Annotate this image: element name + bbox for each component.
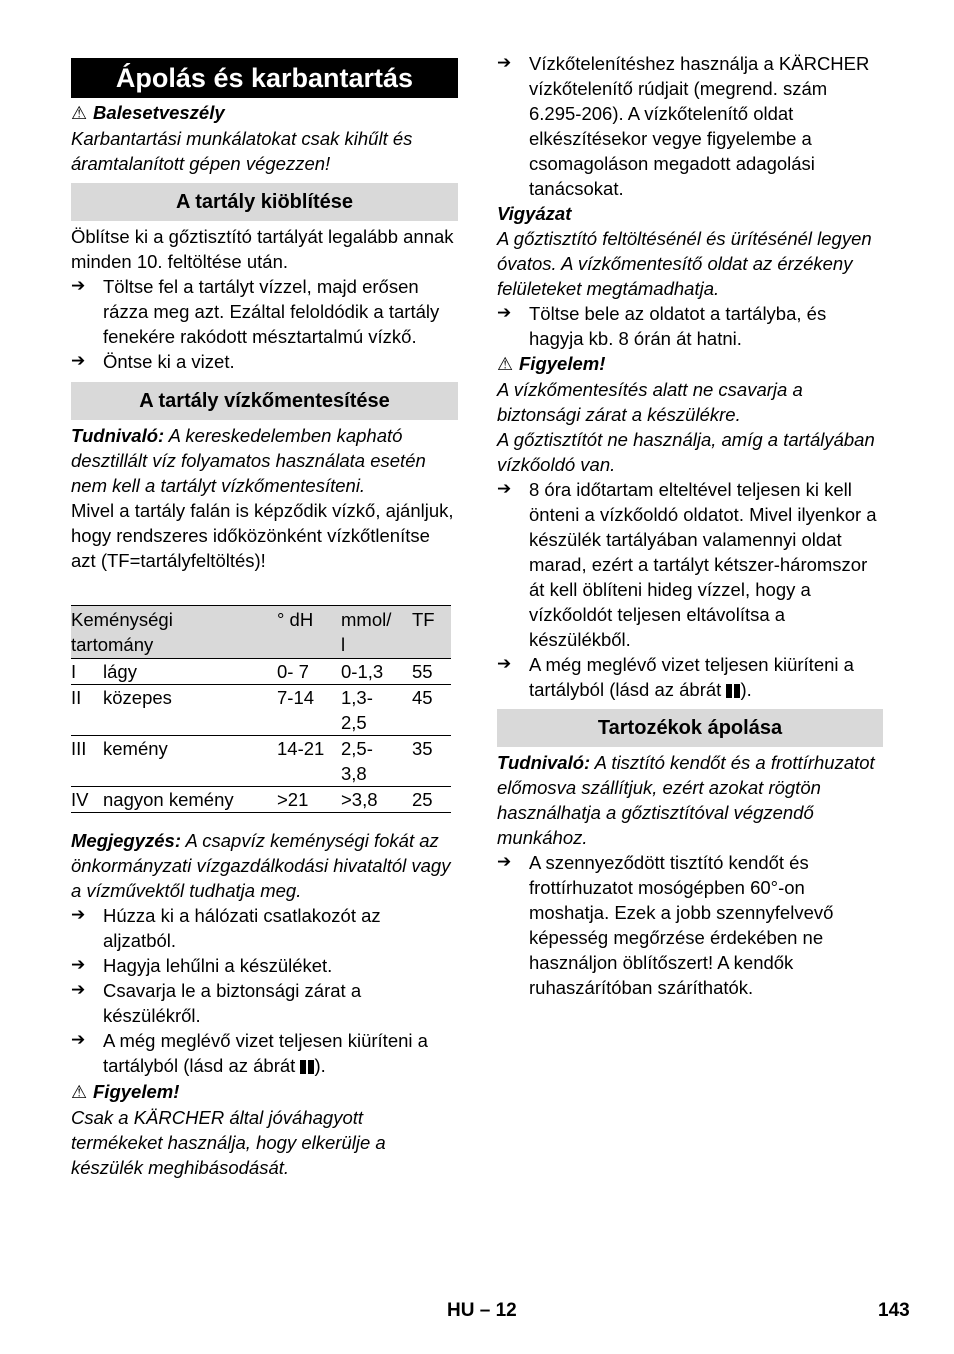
table-cell: kemény [103, 738, 168, 759]
table-cell: >21 [277, 789, 309, 810]
list-item: ➔ 8 óra időtartam elteltével teljesen ki kell önteni a vízkőoldó oldatot. Mivel ilyenkor a készülék tartályában valamennyi oldat marad, ezért a tartályt kétszer-háromszor át kell öblíteni hideg vízzel, hogy a vízkőoldót teljesen eltávolítsa a készülékből. [497, 479, 877, 650]
table-cell: I [71, 661, 77, 682]
list-item: ➔ Húzza ki a hálózati csatlakozót az aljzatból. [71, 905, 381, 951]
table-row [71, 787, 451, 813]
hardness-table [71, 605, 451, 813]
list-item: ➔ Töltse bele az oldatot a tartályba, és hagyja kb. 8 órán át hatni. [497, 303, 827, 349]
footer-section-label: HU – 12 [447, 1300, 517, 1321]
arrow-right-icon: ➔ [71, 955, 86, 975]
descale-paragraph: Mivel a tartály falán is képződik vízkő, ajánljuk, hogy rendszeres időközönként vízkőtlenítse azt (TF=tartályfeltöltés)! [71, 500, 454, 571]
warning-triangle-icon: ⚠ [497, 354, 514, 375]
table-header-cell: mmol/ l [341, 606, 412, 659]
list-item: ➔ A szennyeződött tisztító kendőt és frottírhuzatot mosógépben 60°-on moshatja. Ezek a jobb szennyfelvevő képesség megőrzése érdekében ne használjon öblítőszert! A kendők ruhaszárítóban száríthatók. [497, 852, 834, 998]
list-item: ➔ Csavarja le a biztonsági zárat a készülékről. [71, 980, 362, 1026]
arrow-right-icon: ➔ [497, 53, 512, 73]
list-item: ➔ Vízkőtelenítéshez használja a KÄRCHER vízkőtelenítő rúdjait (megrend. szám 6.295-206). A vízkőtelenítő oldat elkészítésekor vegye figyelembe a csomagoláson megadott adagolási tanácsokat. [497, 53, 870, 199]
arrow-right-icon: ➔ [497, 654, 512, 674]
danger-heading: ⚠ Balesetveszély [71, 102, 225, 124]
list-item: ➔ Hagyja lehűlni a készüléket. [71, 955, 333, 976]
caution-text: A gőztisztító feltöltésénél és ürítésénél legyen óvatos. A vízkőmentesítő oldat az érzékeny felületeket megtámadhatja. [497, 228, 872, 299]
attention-text-2: A gőztisztítót ne használja, amíg a tartályában vízkőoldó van. [497, 429, 875, 475]
table-cell: 55 [412, 661, 433, 682]
remark: Megjegyzés: A csapvíz keménységi fokát az önkormányzati vízgazdálkodási hivataltól vagy a vízművektől tudhatja meg. [71, 830, 451, 901]
table-cell: >3,8 [341, 789, 378, 810]
table-cell: 7-14 [277, 687, 315, 708]
attention-text: Csak a KÄRCHER által jóváhagyott termékeket használja, hogy elkerülje a készülék meghibásodását. [71, 1107, 386, 1178]
table-cell: 0- 7 [277, 661, 309, 682]
table-header-cell: TF [412, 606, 451, 659]
arrow-right-icon: ➔ [71, 1030, 86, 1050]
list-item: ➔ Töltse fel a tartályt vízzel, majd erősen rázza meg azt. Ezáltal feloldódik a tartály fenekére rakódott mésztartalmú vízkő. [71, 276, 440, 347]
arrow-right-icon: ➔ [497, 303, 512, 323]
list-item: ➔ A még meglévő vizet teljesen kiüríteni a tartályból (lásd az ábrát ). [71, 1030, 428, 1076]
rinse-intro: Öblítse ki a gőztisztító tartályát legalább annak minden 10. feltöltése után. [71, 226, 454, 272]
figure-ref-icon [300, 1060, 314, 1074]
list-item: ➔ Öntse ki a vizet. [71, 351, 235, 372]
section-title-rinse: A tartály kiöblítése [71, 183, 458, 221]
section-title-accessories: Tartozékok ápolása [497, 709, 883, 747]
arrow-right-icon: ➔ [71, 351, 86, 371]
table-header-cell: ° dH [277, 606, 341, 659]
list-item: ➔ A még meglévő vizet teljesen kiüríteni a tartályból (lásd az ábrát ). [497, 654, 854, 700]
table-cell: közepes [103, 687, 172, 708]
arrow-right-icon: ➔ [71, 276, 86, 296]
table-cell: 0-1,3 [341, 661, 384, 682]
arrow-right-icon: ➔ [71, 980, 86, 1000]
table-cell: 2,5-3,8 [341, 738, 373, 784]
table-row [71, 659, 451, 685]
warning-triangle-icon: ⚠ [71, 1082, 88, 1103]
arrow-right-icon: ➔ [71, 905, 86, 925]
page-title: Ápolás és karbantartás [71, 58, 458, 98]
danger-text: Karbantartási munkálatokat csak kihűlt és áramtalanított gépen végezzen! [71, 128, 413, 174]
table-cell: II [71, 687, 82, 708]
caution-heading: Vigyázat [497, 203, 572, 224]
table-header-cell: Keménységi tartomány [71, 606, 277, 659]
table-cell: 45 [412, 687, 433, 708]
arrow-right-icon: ➔ [497, 479, 512, 499]
table-cell: 14-21 [277, 738, 325, 759]
table-cell: IV [71, 789, 89, 810]
table-cell: III [71, 738, 87, 759]
table-row [71, 736, 451, 787]
table-cell: lágy [103, 661, 137, 682]
attention-text-1: A vízkőmentesítés alatt ne csavarja a biztonsági zárat a készülékre. [497, 379, 803, 425]
table-cell: 1,3-2,5 [341, 687, 373, 733]
table-cell: nagyon kemény [103, 789, 234, 810]
page-number: 143 [878, 1300, 910, 1321]
table-cell: 25 [412, 789, 433, 810]
table-row [71, 685, 451, 736]
descale-note: Tudnivaló: A kereskedelemben kapható desztillált víz folyamatos használata esetén nem kell a tartályt vízkőmentesíteni. [71, 425, 426, 496]
figure-ref-icon [726, 684, 740, 698]
attention-heading: ⚠ Figyelem! [71, 1081, 180, 1103]
table-header-row [71, 606, 451, 659]
warning-triangle-icon: ⚠ [71, 103, 88, 124]
arrow-right-icon: ➔ [497, 852, 512, 872]
accessories-note: Tudnivaló: A tisztító kendőt és a frottírhuzatot előmosva szállítjuk, ezért azokat rögtön használhatja a gőztisztítóval végzendő munkához. [497, 752, 875, 848]
table-cell: 35 [412, 738, 433, 759]
attention-heading: ⚠ Figyelem! [497, 353, 606, 375]
right-column [497, 51, 883, 1000]
section-title-descale: A tartály vízkőmentesítése [71, 382, 458, 420]
left-column [71, 58, 458, 1180]
